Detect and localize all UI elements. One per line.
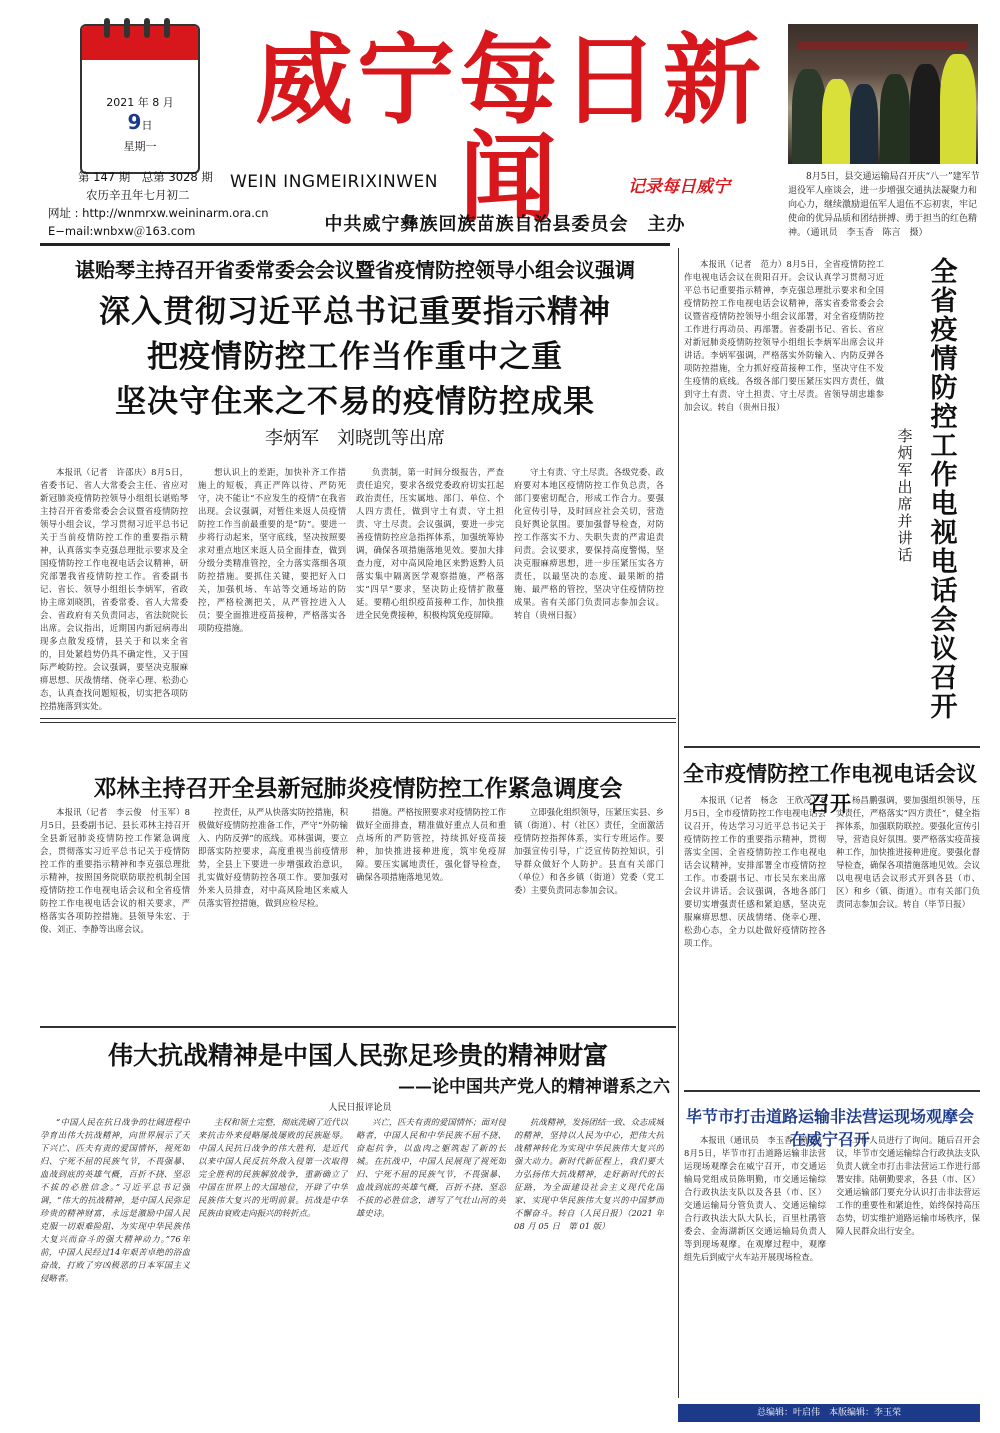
essay-rule (40, 1026, 676, 1028)
lead-headline-2: 把疫情防控工作当作重中之重 (147, 339, 563, 375)
essay-column-4: 抗战精神，发扬团结一致、众志成城的精神，坚持以人民为中心，把伟大抗战精神转化为实现中华民族伟大复兴的强大动力。新时代新征程上，我们要大力弘扬伟大抗战精神，走好新时代的长征路，为全面建设社会主义现代化国家、实现中华民族伟大复兴的中国梦而不懈奋斗。转自（人民日报）（2021 年 08 月 05 日 第 01 版） (514, 1117, 664, 1231)
date-year-month: 2021 年 8 月 (106, 96, 174, 109)
masthead-title: 威宁每日新闻 (254, 23, 765, 236)
transport-rule (684, 1090, 980, 1092)
essay-column-3: 兴亡，匹夫有责的爱国情怀；面对侵略者，中国人民和中华民族不屈不挠、奋起抗争，以血肉之躯筑起了新的长城。在抗战中，中国人民展现了视死如归、宁死不屈的民族气节，不畏强暴、血战到底的英雄气概，百折不挠、坚忍不拔的必胜信念，谱写了气壮山河的英雄史诗。 (356, 1117, 506, 1218)
column-divider (678, 248, 679, 1398)
issue-line: 第 147 期 总第 3028 期 (78, 170, 213, 184)
photo-caption: 8月5日，县交通运输局召开庆“八一”建军节退役军人座谈会，进一步增强交通执法凝聚力和向心力，继续激励退伍军人退伍不忘初衷，牢记使命的优异品质和团结拼搏、勇于担当的红色精神。（通讯员 李玉香 陈言 摄） (788, 172, 980, 238)
transport-headline: 毕节市打击道路运输非法营运现场观摩会在威宁召开 (685, 1107, 974, 1149)
right-top-body: 本报讯（记者 范力）8月5日，全省疫情防控工作电视电话会议在贵阳召开。会议认真学习贯彻习近平总书记重要指示精神，李克强总理批示要求和全国疫情防控工作电视电话会议精神，落实省委常委会会议暨省疫情防控领导小组会议部署，对全省疫情防控工作进行再动员、再部署。省委副书记、省长、省应对新冠肺炎疫情防控领导小组组长李炳军出席会议并讲话。李炳军强调，严格落实外防输入、内防反弹各项防控措施，全力抓好疫苗接种工作，坚决守住不发生疫情的底线。各级各部门要压紧压实四方责任，做到守土有责、守土担责、守土尽责。省领导胡忠雄参加会议。转自（贵州日报） (684, 259, 884, 412)
lead-column-1: 本报讯（记者 许邵庆）8月5日，省委书记、省人大常委会主任、省应对新冠肺炎疫情防控领导小组组长谌贻琴主持召开省委常委会会议暨省疫情防控领导小组会议，学习贯彻习近平总书记关于当前疫情防控工作的重要指示精神，认真落实李克强总理批示要求及全国疫情防控工作电视电话会议精神，研究部署我省疫情防控工作。省委副书记、省长、领导小组组长李炳军，省政协主席刘晓凯，省委常委、省人大常委会、省政府有关负责同志，省法院院长出席。会议指出，近期国内新冠病毒出现多点散发疫情，县关于和以来全省的，目处紧趋势仍具不确定性，又于国际严峻防控。会议强调，要坚决克服麻痹思想、厌战情绪、侥幸心理、松劲心态，认真查找问题短板，切实把各项防控措施落到实处。 (40, 467, 188, 711)
denglin-column-1: 本报讯（记者 李云俊 付玉军）8月5日，县委副书记、县长邓林主持召开全县新冠肺炎疫情防控工作紧急调度会，贯彻落实习近平总书记关于疫情防控工作的重要指示精神和李克强总理批示精神，按照国务院联防联控机制全国疫情防控工作电视电话会议和全省疫情防控工作电视电话会议的相关要求，严格落实各项防控措施。县领导朱宏、于俊、刘正、李静等出席会议。 (40, 807, 190, 934)
essay-headline: 伟大抗战精神是中国人民弥足珍贵的精神财富 (107, 1041, 608, 1070)
issue-info (48, 168, 269, 240)
essay-column-1: “中国人民在抗日战争的壮阔进程中孕育出伟大抗战精神，向世界展示了天下兴亡、匹夫有责的爱国情怀，视死如归、宁死不屈的民族气节，不畏强暴、血战到底的英雄气概，百折不挠、坚忍不拔的必胜信念。”习近平总书记强调，“伟大的抗战精神，是中国人民弥足珍贵的精神财富，永远是激励中国人民克服一切艰难险阻、为实现中华民族伟大复兴而奋斗的强大精神动力。”76年前，中国人民经过14年艰苦卓绝的浴血奋战，打败了穷凶极恶的日本军国主义侵略者。 (40, 1117, 190, 1283)
masthead-rule (40, 243, 670, 246)
masthead-sponsor: 中共威宁彝族回族苗族自治县委员会 主办 (324, 214, 686, 235)
essay-subheadline: ——论中国共产党人的精神谱系之六 (398, 1077, 670, 1097)
transport-column-2: 工作人员进行了询问。随后召开会议，毕节市交通运输综合行政执法支队负责人就全市打击非法营运工作进行部署安排。陆朝勤要求，各县（市、区）交通运输部门要充分认识打击非法营运工作的重要性和紧迫性，始终保持高压态势，切实维护道路运输市场秩序，保障人民群众出行安全。 (836, 1135, 980, 1236)
city-column-2: 杨昌鹏强调，要加强组织领导，压实责任，严格落实“四方责任”，健全指挥体系，加强联防联控。要强化宣传引导，营造良好氛围。要严格落实疫苗接种工作，加快推进接种进度。要强化督导检查，确保各项措施落地见效。会议以电视电话会议形式开到各县（市、区）和乡（镇、街道）。市有关部门负责同志参加会议。转自（毕节日报） (836, 795, 980, 909)
section-rule (40, 718, 676, 723)
lead-headline-3: 坚决守住来之不易的疫情防控成果 (115, 384, 595, 420)
transport-column-1: 本报讯（通讯员 李玉香 陈言）8月5日，毕节市打击道路运输非法营运现场观摩会在威宁召开，市交通运输局党组成员陈明勤，市交通运输综合行政执法支队以及各县（市、区）交通运输局分管负责人、交通运输综合行政执法大队大队长，百里杜鹃管委会、金海湖新区交通运输局负责人等到现场观摩。在观摩过程中，观摩组先后到威宁火车站开展现场检查。 (684, 1135, 826, 1262)
denglin-column-4: 立即强化组织领导，压紧压实县、乡镇（街道）、村（社区）责任，全面激活疫情防控指挥体系，实行专班运作。要加强宣传引导，广泛宣传防控知识，引导群众做好个人防护。县直有关部门（单位）和各乡镇（街道）党委（党工委）主要负责同志参加会议。 (514, 807, 664, 895)
masthead-slogan: 记录每日威宁 (628, 177, 730, 197)
website-link[interactable]: 网址 : http://wnmrxw.weininarm.ora.cn (48, 206, 269, 220)
masthead-pinyin: WEIN INGMEIRIXINWEN (230, 172, 438, 192)
city-headline: 全市疫情防控工作电视电话会议召开 (683, 762, 977, 816)
lunar-date: 农历辛丑年七月初二 (86, 188, 190, 202)
news-photo (788, 24, 978, 164)
essay-column-2: 主权和领土完整，彻底洗刷了近代以来抗击外来侵略屡战屡败的民族耻辱。中国人民抗日战争的伟大胜利，是近代以来中国人民反抗外敌入侵第一次取得完全胜利的民族解放战争，重新确立了中国在世界上的大国地位，开辟了中华民族伟大复兴的光明前景。抗战是中华民族由衰败走向振兴的转折点。 (198, 1117, 348, 1218)
email-link[interactable]: E−mail:wnbxw＠163.com (48, 224, 196, 238)
lead-headline-1: 深入贯彻习近平总书记重要指示精神 (99, 294, 611, 330)
denglin-headline: 邓林主持召开全县新冠肺炎疫情防控工作紧急调度会 (93, 776, 623, 802)
city-rule (684, 746, 980, 748)
date-day: 9 (127, 110, 142, 134)
city-column-1: 本报讯（记者 杨念 王欣茂）8月5日，全市疫情防控工作电视电话会议召开，传达学习习近平总书记关于疫情防控工作的重要指示精神，贯彻落实全国、全省疫情防控工作电视电话会议精神，安排部署全市疫情防控工作。市委副书记、市长吴东来出席会议并讲话。会议强调，各地各部门要切实增强责任感和紧迫感，坚决克服麻痹思想、厌战情绪、侥幸心理、松劲心态，全力以赴做好疫情防控各项工作。 (684, 795, 826, 948)
denglin-column-2: 控责任，从严从快落实防控措施，积极做好疫情防控准备工作，严守“外防输入、内防反弹”的底线。邓林强调，要立即落实防控要求，高度重视当前疫情形势，全县上下要进一步增强政治意识，扎实做好疫情防控各项工作。要加强对外来人员排查，对中高风险地区来威人员落实管控措施，做到应检尽检。 (198, 807, 348, 908)
footer-editors: 总编辑：叶启伟 本版编辑：李玉荣 (678, 1404, 980, 1422)
date-day-suffix: 日 (141, 119, 153, 132)
lead-byline: 李炳军 刘晓凯等出席 (265, 428, 445, 449)
lead-column-2: 想认识上的差距，加快补齐工作措施上的短板，真正严阵以待、严防死守，决不能让“不应发生的疫情”在我省出现。会议强调，对暂住来返人员疫情防控工作当前最重要的是“防”。要进一步将行动起来，坚守底线，坚决按照要求对重点地区来返人员全面排查，做到分级分类精准管控，全力落实落细各项防控措施。要抓住关键，要把好入口关，加强机场、车站等交通场站的防控，严格检测把关，从严管控进入人员；要全面推进疫苗接种，严格落实各项防疫措施。 (198, 467, 346, 633)
lead-kicker: 谌贻琴主持召开省委常委会会议暨省疫情防控领导小组会议强调 (75, 258, 635, 282)
right-top-vertical-sub: 李炳军出席并讲话 (897, 427, 913, 564)
essay-author: 人民日报评论员 (328, 1103, 392, 1113)
denglin-column-3: 措施。严格按照要求对疫情防控工作做好全面排查，精准做好重点人员和重点场所的严防管控，持续抓好疫苗接种，加快推进接种进度，筑牢免疫屏障。要压实属地责任，强化督导检查，确保各项措施落地见效。 (356, 807, 506, 882)
lead-column-4: 守土有责、守土尽责。各级党委、政府要对本地区疫情防控工作负总责，各部门要密切配合，形成工作合力。要强化宣传引导，及时回应社会关切，营造良好舆论氛围。要加强督导检查，对防控工作落实不力、失职失责的严肃追责问责。会议要求，要保持高度警惕，坚决克服麻痹思想，进一步压紧压实各方责任，以最坚决的态度、最果断的措施、最严格的管控，坚决守住疫情防控成果。省有关部门负责同志参加会议。转自（贵州日报） (514, 467, 664, 620)
lead-column-3: 负责制，第一时间分级报告，严查责任追究，要求各级党委政府切实扛起政治责任，压实属地、部门、单位、个人四方责任，做到守土有责、守土担责、守土尽责。会议强调，要进一步完善疫情防控应急指挥体系，加强统筹协调，确保各项措施落地见效。要加大排查力度，对中高风险地区来黔返黔人员落实集中隔离医学观察措施，严格落实“四早”要求，坚决防止疫情扩散蔓延。要精心组织疫苗接种工作，加快推进全民免费接种，积极构筑免疫屏障。 (356, 467, 504, 620)
weekday: 星期一 (123, 140, 157, 153)
right-top-vertical-title: 全省疫情防控工作电视电话会议召开 (930, 257, 958, 723)
calendar-icon (80, 24, 200, 174)
